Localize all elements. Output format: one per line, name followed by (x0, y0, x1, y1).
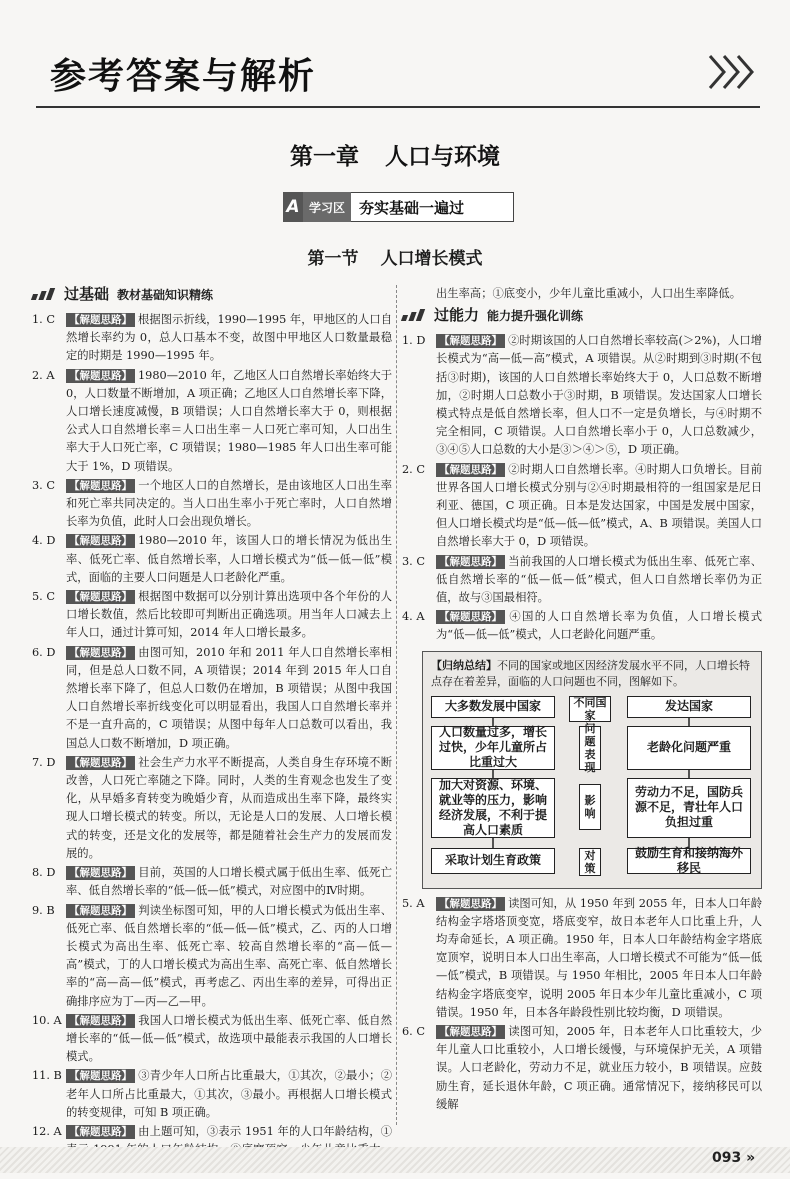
answer-item (402, 461, 762, 552)
right-column (402, 285, 762, 1115)
answer-text-block (66, 588, 392, 643)
answer-number: 3. C (32, 478, 56, 492)
answer-number: 6. C (402, 1025, 426, 1039)
solution-label: 【解题思路】 (66, 1125, 135, 1139)
bars-icon (32, 288, 60, 300)
answer-text: ③青少年人口所占比重最大，①其次，②最小；②老年人口所占比重最大，①其次，③最小。再根据人口增长模式的转变规律，可知 B 项正确。 (66, 1069, 392, 1119)
summary-label: 【归纳总结】 (431, 658, 497, 672)
answer-text-block (66, 367, 392, 476)
solution-label: 【解题思路】 (66, 313, 135, 327)
tag-text: 夯实基础一遍过 (359, 198, 465, 217)
answer-number: 2. C (402, 462, 426, 476)
solution-label: 【解题思路】 (436, 610, 505, 624)
answer-number: 10. A (32, 1013, 62, 1027)
answer-item (32, 864, 392, 900)
answer-text: ②时期该国的人口自然增长率较高(＞2%)，人口增长模式为“高—低—高”模式，A 项错误。从②时期到③时期(不包括③时期)，该国的人口自然增长率始终大于 0，人口总数不断增加，②时期人口总数小于③时期，B 项错误。发达国家人口增长模式特点是低自然增长率，但人口不一定是负增长，与④时期不完全相同，C 项错误。人口自然增长率小于 0，人口总数减少，③④⑤人口总数的大小是③＞④＞⑤，D 项正确。 (436, 334, 762, 457)
answer-number: 5. A (402, 896, 425, 910)
answer-text-block (66, 532, 392, 587)
page-number: 093 » (712, 1150, 756, 1166)
answer-text: 读图可知，从 1950 年到 2055 年，日本人口年龄结构金字塔塔顶变宽，塔底变窄，故日本老年人口比重上升，人均寿命延长，A 项正确。1950 年，日本人口年龄结构金字塔底宽顶窄，说明日本人口出生率高，人口增长模式不可能为“低—低—低”模式，B 项错误。与 1950 年相比，2005 年日本人口年龄结构金字塔底变窄，说明 2005 年日本少年儿童比重减小，C 项错误。1950 年，日本各年龄段性别比较均衡，D 项错误。 (436, 896, 762, 1019)
left-subhead (32, 285, 392, 309)
continued-text: 出生率高；①底变小，少年儿童比重减小，人口出生率降低。 (436, 287, 742, 300)
answer-number: 4. A (402, 610, 425, 624)
solution-label: 【解题思路】 (66, 369, 135, 383)
answer-text-block (66, 644, 392, 753)
answer-number: 1. D (402, 334, 426, 348)
page-title: 参考答案与解析 (50, 56, 317, 97)
solution-label: 【解题思路】 (66, 756, 135, 770)
solution-label: 【解题思路】 (436, 463, 505, 477)
solution-label: 【解题思路】 (66, 904, 135, 918)
column-divider (396, 285, 397, 1125)
answer-text: 根据图示折线，1990—1995 年，甲地区的人口自然增长率约为 0，总人口基本不变，故图中甲地区人口数量最稳定的时期是 1990—1995 年。 (66, 313, 392, 363)
solution-label: 【解题思路】 (66, 1014, 135, 1028)
answer-text: 一个地区人口的自然增长，是由该地区人口出生率和死亡率共同决定的。当人口出生率小于死亡率时，人口自然增长率为负值，此时人口会出现负增长。 (66, 478, 392, 529)
answer-text-block (436, 332, 762, 459)
section-number: 第一节 (307, 249, 359, 269)
answer-item (32, 367, 392, 476)
summary-box (422, 651, 762, 889)
answer-text-block (66, 1012, 392, 1067)
answer-item (32, 1067, 392, 1122)
answer-text-block (436, 608, 762, 644)
tag-zone: 学习区 (303, 192, 351, 222)
diagram-left-2: 人口数量过多，增长过快，少年儿童所占比重过大 (431, 726, 555, 770)
solution-label: 【解题思路】 (66, 866, 135, 880)
answer-number: 12. A (32, 1124, 62, 1138)
diagram-mid-1: 不同国家 (569, 696, 611, 722)
answer-text-block (66, 902, 392, 1011)
answer-item (32, 902, 392, 1011)
diagram-right-2: 老龄化问题严重 (627, 726, 751, 770)
diagram-mid-4: 对策 (579, 848, 601, 876)
answer-text-block (66, 754, 392, 863)
solution-label: 【解题思路】 (66, 479, 135, 493)
summary-text: 不同的国家或地区因经济发展水平不同，人口增长特点存在着差异，面临的人口问题也不同，图解如下。 (431, 658, 750, 688)
solution-label: 【解题思路】 (436, 334, 505, 348)
answer-number: 1. C (32, 313, 56, 326)
answer-number: 7. D (32, 755, 56, 769)
subhead-desc: 能力提升强化训练 (487, 309, 584, 324)
section-name: 人口增长模式 (380, 249, 483, 269)
subhead-name: 过能力 (434, 306, 480, 325)
answer-item (402, 608, 762, 644)
study-zone-tag (283, 192, 514, 222)
answer-item (32, 311, 392, 366)
answer-text: 1980—2010 年，该国人口的增长情况为低出生率、低死亡率、低自然增长率，人口增长模式为“低—低—低”模式，面临的主要人口问题是人口老龄化严重。 (66, 534, 392, 584)
answer-text: ②时期人口自然增长率。④时期人口负增长。目前世界各国人口增长模式分别与②④时期最相符的一组国家是尼日利亚、德国，C 项正确。日本是发达国家，中国是发展中国家，但人口增长模式均是“低—低—低”模式，A、B 项错误。美国人口自然增长率大于 0，D 项错误。 (436, 462, 762, 549)
solution-label: 【解题思路】 (66, 590, 135, 604)
footer-band (0, 1147, 790, 1173)
answer-text-block (436, 1023, 762, 1114)
right-subhead (402, 306, 762, 330)
answer-text: 目前，英国的人口增长模式属于低出生率、低死亡率、低自然增长率的“低—低—低”模式，对应图中的Ⅳ时期。 (66, 866, 392, 898)
answer-text-block (66, 864, 392, 900)
answer-text-block (436, 553, 762, 608)
answer-text: 我国人口增长模式为低出生率、低死亡率、低自然增长率的“低—低—低”模式，故选项中最能表示我国的人口增长模式。 (66, 1013, 392, 1064)
answer-number: 4. D (32, 534, 56, 548)
answer-text: ④国的人口自然增长率为负值，人口增长模式为“低—低—低”模式，人口老龄化问题严重。 (436, 610, 762, 642)
answer-number: 5. C (32, 590, 56, 604)
tag-letter: A (283, 192, 303, 222)
answer-text: 社会生产力水平不断提高，人类自身生存环境不断改善，人口死亡率随之下降。同时，人类的生育观念也发生了变化，从早婚多育转变为晚婚少育，从而造成出生率下降，最终实现人口增长模式的转变。所以，无论是人口的发展、人口增长模式的转变，还是文化的发展等，都是随着社会生产力的发展而发展的。 (66, 755, 392, 860)
answer-number: 11. B (32, 1069, 62, 1083)
answer-item (32, 644, 392, 753)
diagram-left-4: 采取计划生育政策 (431, 848, 555, 874)
chapter-title (0, 138, 790, 171)
answer-item (402, 553, 762, 608)
chapter-name: 人口与环境 (385, 144, 500, 170)
diagram-left-3: 加大对资源、环境、就业等的压力，影响经济发展，不利于提高人口素质 (431, 778, 555, 838)
answer-text: 由上题可知，③表示 1951 年的人口年龄结构，① (138, 1124, 392, 1138)
answer-number: 2. A (32, 368, 55, 382)
answer-number: 6. D (32, 645, 56, 659)
diagram-right-4: 鼓励生育和接纳海外移民 (627, 848, 751, 874)
answer-item (32, 588, 392, 643)
answer-item (32, 477, 392, 532)
answer-text-block (66, 477, 392, 532)
diagram-right-3: 劳动力不足，国防兵源不足，青壮年人口负担过重 (627, 778, 751, 838)
subhead-name: 过基础 (64, 285, 110, 303)
section-title (0, 244, 790, 269)
answer-item (32, 754, 392, 863)
answer-text: 由图可知，2010 年和 2011 年人口自然增长率相同，但是总人口数不同，A 项错误；2014 年到 2015 年人口自然增长率下降了，但总人口数仍在增加，B 项错误；从图中我国人口自然增长率折线变化可以明显看出，我国人口自然增长率并不是一直升高的，C 项错误；从图中每年人口总数可以看出，我国总人口数不断增加，D 项正确。 (66, 645, 392, 750)
answer-text-block (436, 895, 762, 1022)
header-divider (36, 106, 760, 108)
answer-number: 3. C (402, 554, 426, 568)
solution-label: 【解题思路】 (436, 897, 505, 911)
answer-text: 读图可知，2005 年，日本老年人口比重较大，少年儿童人口比重较小，人口增长缓慢，与环境保护无关，A 项错误。人口老龄化，劳动力不足，就业压力较小，B 项错误。应鼓励生育，延长退休年龄，C 项正确。通常情况下，接纳移民可以缓解 (436, 1025, 762, 1111)
answer-item (32, 1012, 392, 1067)
subhead-desc: 教材基础知识精练 (117, 288, 214, 302)
diagram-mid-3: 影响 (579, 784, 601, 830)
answer-text-block (436, 461, 762, 552)
diagram-left-1: 大多数发展中国家 (431, 696, 555, 718)
solution-label: 【解题思路】 (66, 534, 135, 548)
answer-text-block (66, 1067, 392, 1122)
answer-item (402, 895, 762, 1022)
answer-text: 判读坐标图可知，甲的人口增长模式为低出生率、低死亡率、低自然增长率的“低—低—低”模式，乙、丙的人口增长模式为高出生率、低死亡率、较高自然增长率的“高—低—高”模式，丁的人口增长模式为高出生率、高死亡率、低自然增长率的“高—高—低”模式，再考虑乙、丙出生率的差异，可得出正确排序应为丁—丙—乙—甲。 (66, 903, 392, 1008)
answer-item (32, 532, 392, 587)
answer-text: 1980—2010 年，乙地区人口自然增长率始终大于 0，人口数量不断增加，A 项正确；乙地区人口自然增长率下降，人口增长速度减慢，B 项错误；人口自然增长率大于 0，则根据公式人口自然增长率＝人口出生率－人口死亡率可知，人口出生率大于人口死亡率，C 项错误；1980—1985 年人口出生率可能大于 1%，D 项错误。 (66, 368, 392, 473)
answer-number: 8. D (32, 866, 56, 880)
solution-label: 【解题思路】 (436, 555, 505, 569)
bars-icon (402, 309, 430, 321)
answer-text: 根据图中数据可以分别计算出选项中各个年份的人口增长数值，然后比较即可判断出正确选项。用当年人口减去上年人口，通过计算可知，2014 年人口增长最多。 (66, 590, 392, 640)
answer-text: 当前我国的人口增长模式为低出生率、低死亡率、低自然增长率的“低—低—低”模式，但人口自然增长率仍为正值，故与③国最相符。 (436, 554, 762, 605)
solution-label: 【解题思路】 (66, 646, 135, 660)
solution-label: 【解题思路】 (436, 1025, 505, 1039)
solution-label: 【解题思路】 (66, 1069, 135, 1083)
left-column (32, 285, 392, 1179)
diagram-right-1: 发达国家 (627, 696, 751, 718)
answer-item (402, 1023, 762, 1114)
answer-number: 9. B (32, 903, 55, 917)
comparison-diagram (431, 696, 753, 880)
chevrons-right-icon (706, 52, 758, 92)
diagram-mid-2: 问题表现 (579, 726, 601, 770)
answer-text-block (66, 311, 392, 366)
answer-item (402, 332, 762, 459)
chapter-number: 第一章 (290, 144, 359, 170)
